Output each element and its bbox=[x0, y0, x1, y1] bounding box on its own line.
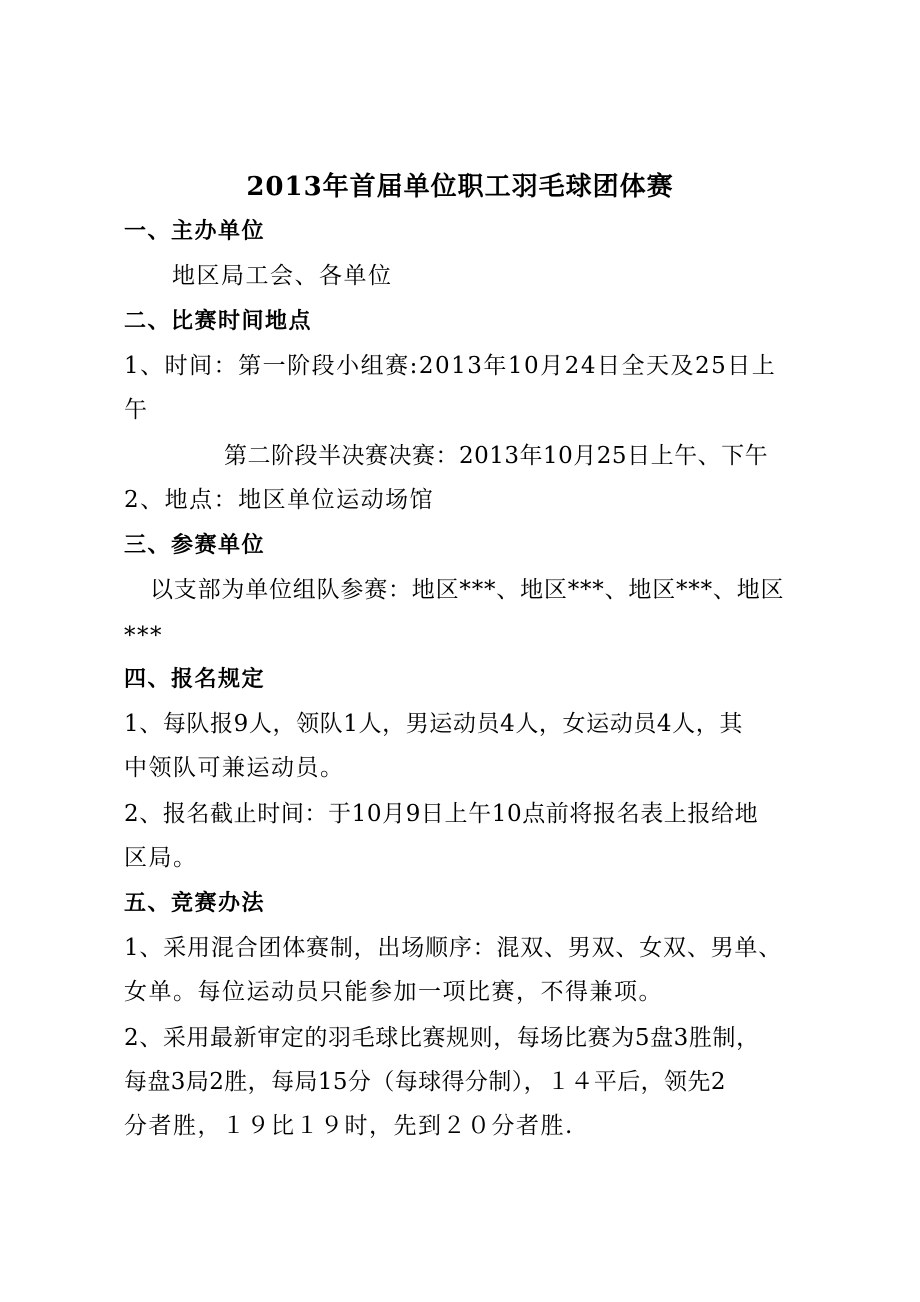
section-heading-participants: 三、参赛单位 bbox=[124, 533, 266, 558]
participants-text-line-1: 以支部为单位组队参赛：地区***、地区***、地区***、地区 bbox=[150, 577, 785, 603]
competition-rule-1-line-2: 女单。每位运动员只能参加一项比赛，不得兼项。 bbox=[124, 979, 663, 1005]
section-heading-competition: 五、竞赛办法 bbox=[124, 891, 266, 916]
section-heading-organizer: 一、主办单位 bbox=[124, 219, 266, 244]
registration-rule-1-line-1: 1、每队报9人，领队1人，男运动员4人，女运动员4人，其 bbox=[124, 711, 743, 737]
time-text-line-2: 午 bbox=[124, 397, 149, 423]
registration-rule-1-line-2: 中领队可兼运动员。 bbox=[124, 755, 345, 781]
place-text: 2、地点：地区单位运动场馆 bbox=[124, 487, 435, 513]
registration-rule-2-line-1: 2、报名截止时间：于10月9日上午10点前将报名表上报给地 bbox=[124, 801, 759, 827]
participants-text-line-2: *** bbox=[124, 623, 163, 649]
registration-rule-2-line-2: 区局。 bbox=[124, 845, 198, 871]
competition-rule-2-line-3: 分者胜，１９比１９时，先到２０分者胜. bbox=[124, 1113, 574, 1139]
section-heading-registration: 四、报名规定 bbox=[124, 667, 266, 692]
organizer-text: 地区局工会、各单位 bbox=[172, 263, 393, 289]
document-title: 2013年首届单位职工羽毛球团体赛 bbox=[246, 172, 674, 202]
competition-rule-2-line-1: 2、采用最新审定的羽毛球比赛规则，每场比赛为5盘3胜制， bbox=[124, 1025, 760, 1051]
time-text-line-1: 1、时间：第一阶段小组赛:2013年10月24日全天及25日上 bbox=[124, 353, 777, 379]
time-text-line-3: 第二阶段半决赛决赛：2013年10月25日上午、下午 bbox=[224, 443, 769, 469]
section-heading-time-place: 二、比赛时间地点 bbox=[124, 309, 313, 334]
competition-rule-1-line-1: 1、采用混合团体赛制，出场顺序：混双、男双、女双、男单、 bbox=[124, 935, 783, 961]
competition-rule-2-line-2: 每盘3局2胜，每局15分（每球得分制），１４平后，领先2 bbox=[124, 1069, 726, 1095]
